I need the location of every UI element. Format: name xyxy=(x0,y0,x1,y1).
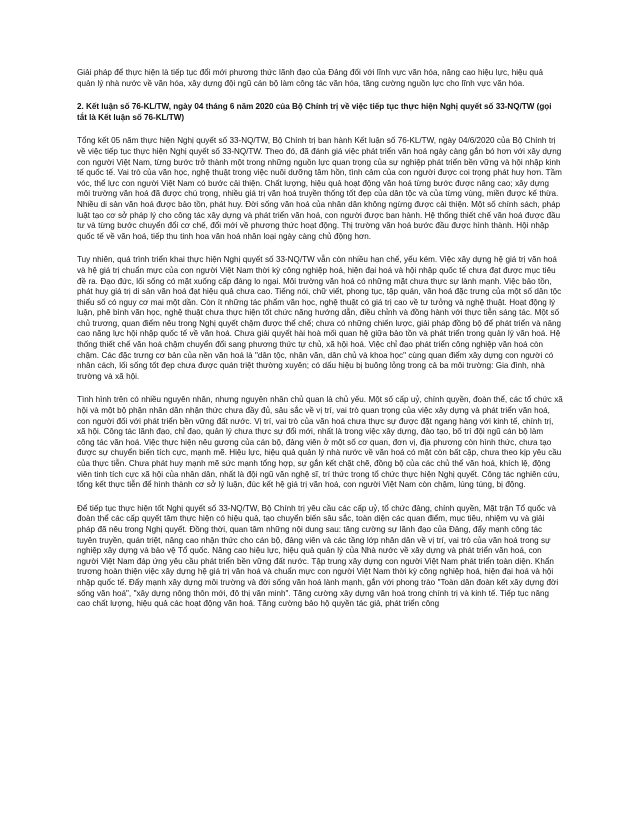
intro-paragraph: Giải pháp để thực hiện là tiếp tục đổi mới phương thức lãnh đạo của Đảng đối với lĩnh vực văn hóa, nâng cao hiệu lực, hiệu quả quản lý nhà nước về văn hóa, xây dựng đội ngũ cán bộ làm công tác văn hóa, tăng cường nguồn lực cho lĩnh vực văn hóa. xyxy=(77,68,543,88)
document-page xyxy=(77,68,563,623)
section-heading: 2. Kết luận số 76-KL/TW, ngày 04 tháng 6 năm 2020 của Bộ Chính trị về việc tiếp tục thực hiện Nghị quyết số 33-NQ/TW (gọi tắt là Kết luận số 76-KL/TW) xyxy=(77,102,552,122)
body-paragraph-3: Tình hình trên có nhiều nguyên nhân, nhưng nguyên nhân chủ quan là chủ yếu. Một số cấp uỷ, chính quyền, đoàn thể, các tổ chức xã hội và một bộ phận nhân dân nhận thức chưa đầy đủ, sâu sắc về vị trí, vai trò quan trọng của việc xây dựng và phát triển văn hoá, con người đối với phát triển bền vững đất nước. Vị trí, vai trò của văn hoá chưa thực sự được đặt ngang hàng với kinh tế, chính trị, xã hội. Công tác lãnh đạo, chỉ đạo, quản lý chưa thực sự đổi mới, nhất là trong việc xây dựng, đào tạo, bố trí đội ngũ cán bộ làm công tác văn hoá. Việc thực hiện nêu gương của cán bộ, đảng viên ở một số cơ quan, đơn vị, địa phương còn hình thức, chưa tạo được sự chuyển biến tích cực, mạnh mẽ. Hiệu lực, hiệu quả quản lý nhà nước về văn hoá có mặt còn bất cập, chưa theo kịp yêu cầu của thực tiễn. Chưa phát huy mạnh mẽ sức mạnh tổng hợp, sự gắn kết chặt chẽ, đồng bộ của các chủ thể văn hoá, khích lệ, động viên tinh tích cực xã hội của nhân dân, nhất là đội ngũ văn nghệ sĩ, trí thức trong tổ chức thực hiện Nghị quyết. Công tác nghiên cứu, tổng kết thực tiễn để hình thành cơ sở lý luận, đúc kết hệ giá trị văn hoá, con người Việt Nam còn chậm, lúng túng, bị động. xyxy=(77,395,563,490)
body-paragraph-1: Tổng kết 05 năm thực hiện Nghị quyết số 33-NQ/TW, Bộ Chính trị ban hành Kết luận số 76-KL/TW, ngày 04/6/2020 của Bộ Chính trị về việc tiếp tục thực hiện Nghị quyết số 33-NQ/TW. Theo đó, đã đánh giá việc phát triển văn hoá ngày càng gắn bó hơn với xây dựng con người Việt Nam, từng bước trở thành một trong những nguồn lực quan trọng của sự nghiệp phát triển bền vững và hội nhập kinh tế quốc tế. Vai trò của văn học, nghệ thuật trong việc nuôi dưỡng tâm hồn, tình cảm của con người được coi trọng phát huy hơn. Tầm vóc, thể lực con người Việt Nam có bước cải thiện. Chất lượng, hiệu quả hoạt động văn hoá từng bước được nâng cao; xây dựng môi trường văn hoá đã được chú trọng, nhiều giá trị văn hoá truyền thống tốt đẹp của dân tộc và của từng vùng, miền được kế thừa. Nhiều di sản văn hoá được bảo tồn, phát huy. Đời sống văn hoá của nhân dân không ngừng được cải thiện. Một số chính sách, pháp luật tạo cơ sở pháp lý cho công tác xây dựng và phát triển văn hoá, con người được ban hành. Hệ thống thiết chế văn hoá được đầu tư và từng bước chuyển đổi cơ chế, đổi mới về phương thức hoạt động. Thị trường văn hoá bước đầu được hình thành. Hội nhập quốc tế về văn hoá, tiếp thu tinh hoa văn hoá nhân loại ngày càng chủ động hơn. xyxy=(77,136,562,241)
body-paragraph-2: Tuy nhiên, quá trình triển khai thực hiện Nghị quyết số 33-NQ/TW vẫn còn nhiều hạn chế, yếu kém. Việc xây dựng hệ giá trị văn hoá và hệ giá trị chuẩn mực của con người Việt Nam thời kỳ công nghiệp hoá, hiện đại hoá và hội nhập quốc tế chưa đạt được mục tiêu đề ra. Đạo đức, lối sống có mặt xuống cấp đáng lo ngại. Môi trường văn hoá có những mặt chưa thực sự lành mạnh. Việc bảo tồn, phát huy giá trị di sản văn hoá đạt hiệu quả chưa cao. Tiếng nói, chữ viết, phong tục, tập quán, văn hoá đặc trưng của một số dân tộc thiểu số có nguy cơ mai một dần. Còn ít những tác phẩm văn học, nghệ thuật có giá trị cao về tư tưởng và nghệ thuật. Hoạt động lý luận, phê bình văn học, nghệ thuật chưa thực hiện tốt chức năng hướng dẫn, điều chỉnh và đồng hành với thực tiễn sáng tác. Một số chủ trương, quan điểm nêu trong Nghị quyết chậm được thể chế; chưa có những chiến lược, giải pháp đồng bộ để phát triển và nâng cao năng lực hội nhập quốc tế về văn hoá. Chưa giải quyết hài hoà mối quan hệ giữa bảo tồn và phát triển trong quản lý văn hoá. Hệ thống thiết chế văn hoá chậm chuyển đổi sang phương thức tự chủ, xã hội hoá. Việc chỉ đạo phát triển công nghiệp văn hoá còn chậm. Các đặc trưng cơ bản của nền văn hoá là "dân tộc, nhân văn, dân chủ và khoa học" cùng quan điểm xây dựng con người có nhân cách, lối sống tốt đẹp chưa được quán triệt thường xuyên; có dấu hiệu bị buông lỏng trong cả ba môi trường: Gia đình, nhà trường và xã hội. xyxy=(77,255,562,381)
body-paragraph-4: Để tiếp tục thực hiện tốt Nghị quyết số 33-NQ/TW, Bộ Chính trị yêu cầu các cấp uỷ, tổ chức đảng, chính quyền, Mặt trận Tổ quốc và đoàn thể các cấp quyết tâm thực hiện có hiệu quả, tạo chuyển biến sâu sắc, toàn diện các quan điểm, mục tiêu, nhiệm vụ và giải pháp đã nêu trong Nghị quyết. Đồng thời, quan tâm những nội dung sau: tăng cường sự lãnh đạo của Đảng, đẩy mạnh công tác tuyên truyền, quán triệt, nâng cao nhận thức cho cán bộ, đảng viên và các tầng lớp nhân dân về vị trí, vai trò của văn hoá trong sự nghiệp xây dựng và bảo vệ Tổ quốc. Nâng cao hiệu lực, hiệu quả quản lý của Nhà nước về xây dựng và phát triển văn hoá, con người Việt Nam đáp ứng yêu cầu phát triển bền vững đất nước. Tập trung xây dựng con người Việt Nam phát triển toàn diện. Khẩn trương hoàn thiện việc xây dựng hệ giá trị văn hoá và chuẩn mực con người Việt Nam thời kỳ công nghiệp hoá, hiện đại hoá và hội nhập quốc tế. Đẩy mạnh xây dựng môi trường và đời sống văn hoá lành mạnh, gắn với phong trào "Toàn dân đoàn kết xây dựng đời sống văn hoá", "xây dựng nông thôn mới, đô thị văn minh". Tăng cường xây dựng văn hoá trong chính trị và kinh tế. Tiếp tục nâng cao chất lượng, hiệu quả các hoạt động văn hoá. Tăng cường bảo hộ quyền tác giả, phát triển công xyxy=(77,503,559,609)
